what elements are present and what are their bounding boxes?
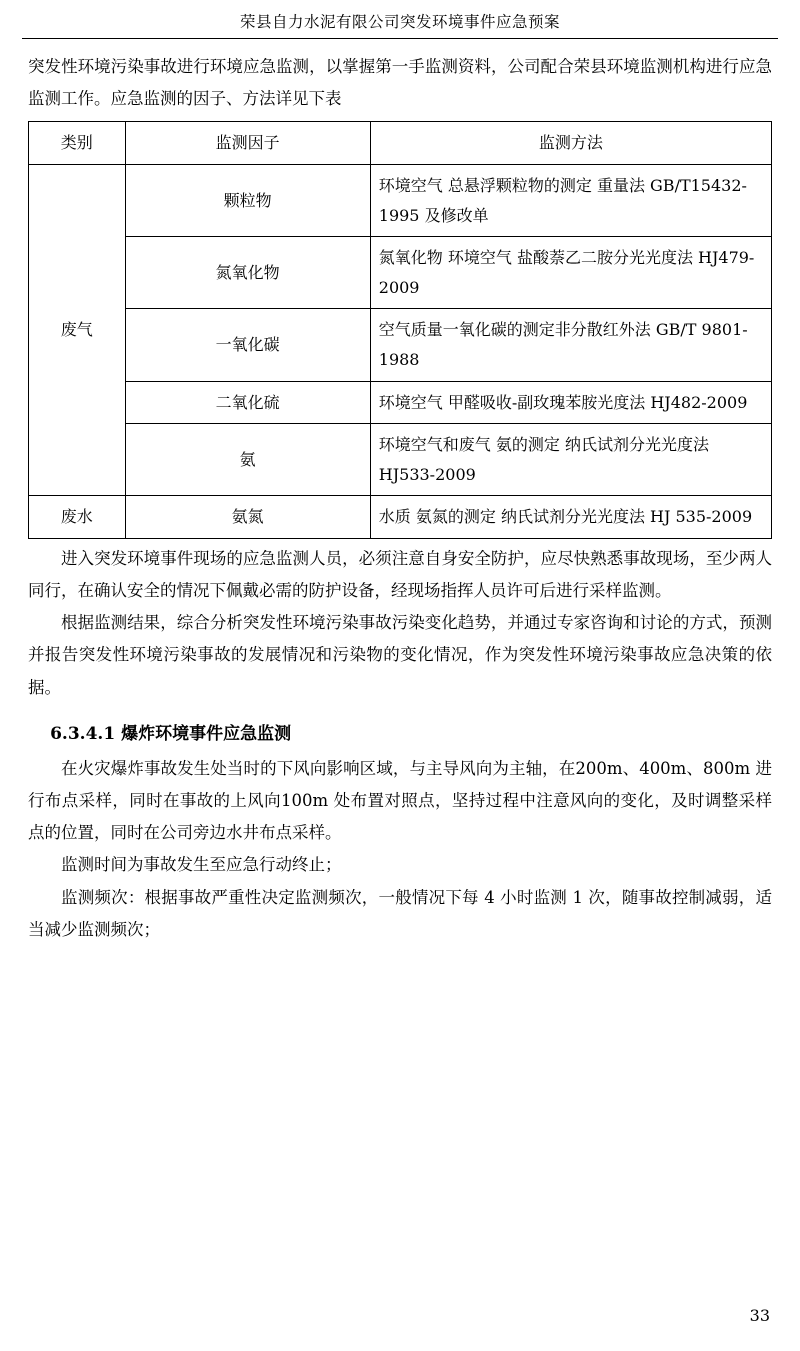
table-row: [29, 424, 772, 496]
table-cell-factor: 颗粒物: [125, 164, 370, 236]
page-header: [28, 0, 772, 38]
monitor-table: [28, 121, 772, 539]
table-cell-factor: 氨氮: [125, 496, 370, 539]
body-paragraph-4: 监测时间为事故发生至应急行动终止；: [61, 855, 342, 875]
table-cell-method: 空气质量一氧化碳的测定非分散红外法 GB/T 9801-1988: [370, 309, 771, 381]
table-header-factor: 监测因子: [125, 122, 370, 165]
table-row: [29, 164, 772, 236]
body-paragraph-1: 进入突发环境事件现场的应急监测人员，必须注意自身安全防护，应尽快熟悉事故现场，至少两人同行，在确认安全的情况下佩戴必需的防护设备，经现场指挥人员许可后进行采样监测。: [28, 548, 772, 601]
table-cell-factor: 二氧化硫: [125, 381, 370, 424]
table-cell-method: 环境空气和废气 氨的测定 纳氏试剂分光光度法 HJ533-2009: [370, 424, 771, 496]
table-cell-factor: 一氧化碳: [125, 309, 370, 381]
table-row: [29, 496, 772, 539]
monitor-table-wrapper: [28, 121, 772, 539]
page-content: [28, 39, 772, 946]
table-row: [29, 237, 772, 309]
body-paragraph-5: 监测频次：根据事故严重性决定监测频次，一般情况下每 4 小时监测 1 次，随事故控制减弱，适当减少监测频次；: [28, 887, 772, 939]
table-cell-method: 环境空气 甲醛吸收-副玫瑰苯胺光度法 HJ482-2009: [370, 381, 771, 424]
table-header-method: 监测方法: [370, 122, 771, 165]
table-cell-method: 环境空气 总悬浮颗粒物的测定 重量法 GB/T15432-1995 及修改单: [370, 164, 771, 236]
page-number: 33: [749, 1306, 770, 1325]
header-title: 荣县自力水泥有限公司突发环境事件应急预案: [239, 13, 560, 31]
table-cell-factor: 氮氧化物: [125, 237, 370, 309]
table-cell-method: 氮氧化物 环境空气 盐酸萘乙二胺分光光度法 HJ479-2009: [370, 237, 771, 309]
table-row: [29, 381, 772, 424]
body-paragraph-2: 根据监测结果，综合分析突发性环境污染事故污染变化趋势，并通过专家咨询和讨论的方式，预测并报告突发性环境污染事故的发展情况和污染物的变化情况，作为突发性环境污染事故应急决策的依据。: [28, 613, 772, 697]
section-heading: 6.3.4.1 爆炸环境事件应急监测: [50, 723, 292, 744]
table-header-row: [29, 122, 772, 165]
table-cell-factor: 氨: [125, 424, 370, 496]
body-paragraph-3: 在火灾爆炸事故发生处当时的下风向影响区域，与主导风向为主轴，在200m、400m、800m 进行布点采样，同时在事故的上风向100m 处布置对照点，坚持过程中注意风向的变化，及时调整采样点的位置，同时在公司旁边水井布点采样。: [28, 758, 772, 843]
table-cell-category: 废气: [29, 164, 126, 495]
table-row: [29, 309, 772, 381]
table-cell-category: 废水: [29, 496, 126, 539]
table-header-category: 类别: [29, 122, 126, 165]
table-cell-method: 水质 氨氮的测定 纳氏试剂分光光度法 HJ 535-2009: [370, 496, 771, 539]
intro-paragraph: 突发性环境污染事故进行环境应急监测，以掌握第一手监测资料，公司配合荣县环境监测机构进行应急监测工作。应急监测的因子、方法详见下表: [28, 57, 772, 109]
